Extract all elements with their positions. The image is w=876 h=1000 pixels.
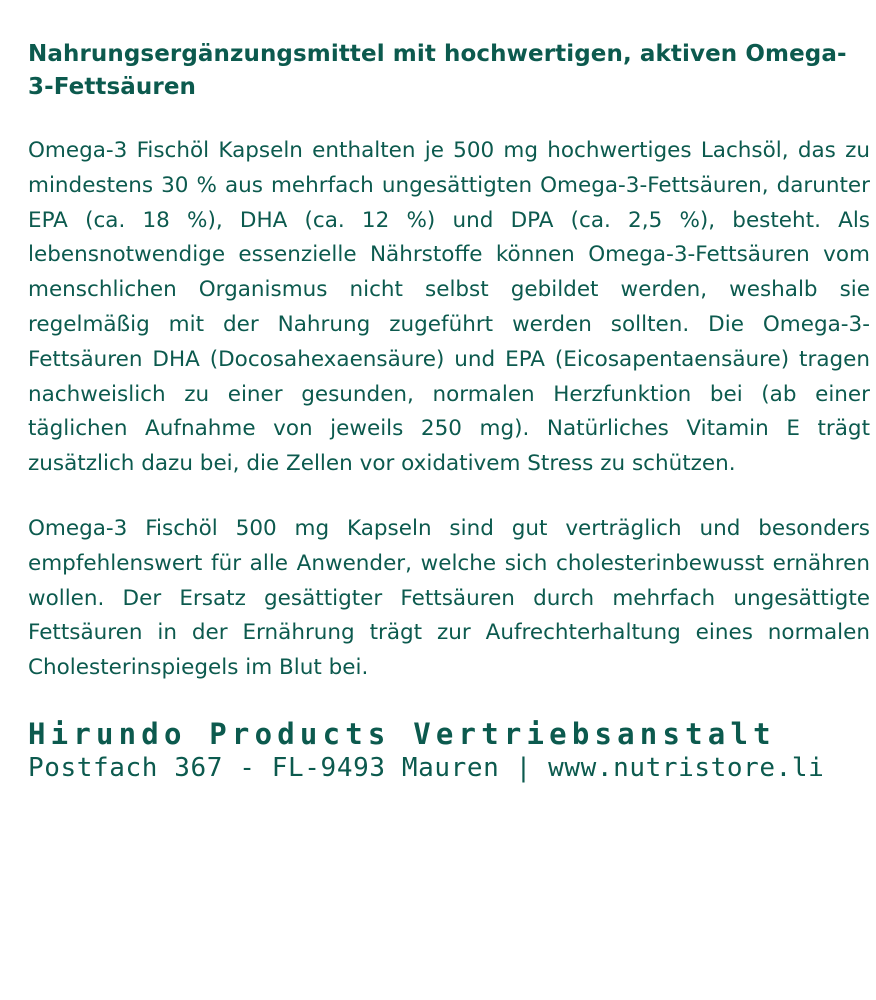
description-paragraph-1: Omega-3 Fischöl Kapseln enthalten je 500 mg hochwertiges Lachsöl, das zu mindestens 30 % aus mehrfach ungesättigten Omega-3-Fettsäuren, darunter EPA (ca. 18 %), DHA (ca. 12 %) und DPA (ca. 2,5 %), besteht. Als lebensnotwendige essenzielle Nährstoffe können Omega-3-Fettsäuren vom menschlichen Organismus nicht selbst gebildet werden, weshalb sie regelmäßig mit der Nahrung zugeführt werden sollten. Die Omega-3-Fettsäuren DHA (Docosahexaensäure) und EPA (Eicosapentaensäure) tragen nachweislich zu einer gesunden, normalen Herzfunktion bei (ab einer täglichen Aufnahme von jeweils 250 mg). Natürliches Vitamin E trägt zusätzlich dazu bei, die Zellen vor oxidativem Stress zu schützen. <box>28 138 870 477</box>
label-text-block <box>28 38 870 784</box>
product-heading: Nahrungsergänzungsmittel mit hochwertigen, aktiven Omega-3-Fettsäuren <box>28 41 847 100</box>
description-paragraph-2: Omega-3 Fischöl 500 mg Kapseln sind gut verträglich und besonders empfehlenswert für alle Anwender, welche sich cholesterinbewusst ernähren wollen. Der Ersatz gesättigter Fettsäuren durch mehrfach ungesättigte Fettsäuren in der Ernährung trägt zur Aufrechterhaltung eines normalen Cholesterinspiegels im Blut bei. <box>28 515 870 681</box>
company-address: Postfach 367 - FL-9493 Mauren | www.nutristore.li <box>28 752 825 783</box>
company-name: Hirundo Products Vertriebsanstalt <box>28 716 776 751</box>
